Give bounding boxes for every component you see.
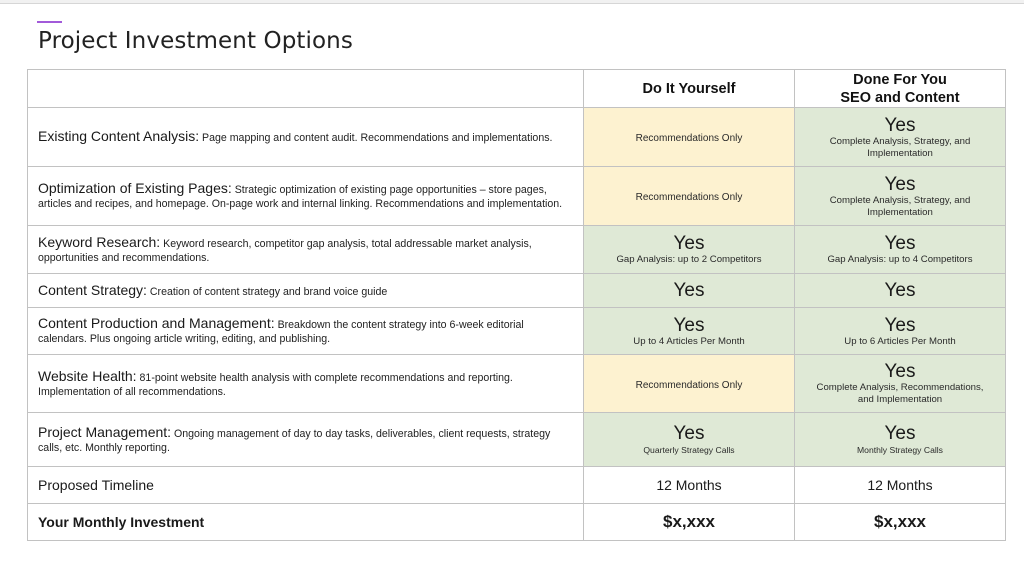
- feature-cell: [28, 413, 584, 467]
- diy-cell: [584, 308, 795, 355]
- diy-cell: [584, 355, 795, 413]
- feature-cell: [28, 167, 584, 226]
- dfy-yes: Yes: [884, 361, 916, 382]
- dfy-yes: Yes: [884, 114, 916, 136]
- page-title: Project Investment Options: [38, 28, 353, 54]
- top-window-strip: [0, 0, 1024, 4]
- dfy-timeline: 12 Months: [795, 467, 1006, 504]
- diy-yes: Yes: [673, 233, 705, 254]
- diy-detail: Up to 4 Articles Per Month: [633, 335, 745, 347]
- dfy-detail: Up to 6 Articles Per Month: [844, 335, 956, 347]
- header-dfy-line2: SEO and Content: [840, 89, 960, 106]
- feature-desc: Strategic optimization of existing page opportunities – store pages, articles and recipes, and homepage. On-page work and internal linking. Recommendations and implementation.: [38, 184, 563, 210]
- diy-cell: [584, 274, 795, 308]
- diy-cell: [584, 413, 795, 467]
- feature-cell: [28, 274, 584, 308]
- feature-name: Content Production and Management:: [38, 315, 275, 331]
- feature-name: Optimization of Existing Pages:: [38, 180, 232, 196]
- dfy-detail: Gap Analysis: up to 4 Competitors: [827, 254, 973, 265]
- diy-yes: Yes: [673, 423, 705, 444]
- title-accent-bar: [37, 21, 62, 23]
- diy-cell: [584, 226, 795, 274]
- table-header-row: [28, 70, 1006, 108]
- diy-yes: Yes: [673, 280, 705, 301]
- feature-desc: Breakdown the content strategy into 6-week editorial calendars. Plus ongoing article writing, editing, and publishing.: [38, 319, 524, 345]
- feature-cell: [28, 108, 584, 167]
- feature-name: Keyword Research:: [38, 233, 161, 250]
- feature-desc: Page mapping and content audit. Recommendations and implementations.: [202, 132, 553, 144]
- dfy-cell: [795, 274, 1006, 308]
- dfy-yes: Yes: [884, 173, 916, 195]
- diy-detail: Quarterly Strategy Calls: [643, 445, 735, 455]
- header-diy-label: Do It Yourself: [642, 80, 736, 97]
- diy-price: $x,xxx: [584, 504, 795, 541]
- dfy-detail: Complete Analysis, Strategy, and Implementation: [829, 135, 971, 159]
- dfy-yes: Yes: [884, 423, 916, 444]
- table-row: [28, 226, 1006, 274]
- header-empty-cell: [28, 70, 584, 108]
- table-row: [28, 355, 1006, 413]
- investment-row: [28, 504, 1006, 541]
- diy-detail: Recommendations Only: [635, 192, 743, 203]
- investment-label: Your Monthly Investment: [28, 504, 584, 541]
- dfy-detail: Complete Analysis, Strategy, and Implementation: [829, 194, 971, 218]
- header-dfy-line1: Done For You: [853, 71, 947, 88]
- feature-cell: [28, 308, 584, 355]
- dfy-cell: [795, 226, 1006, 274]
- table-row: [28, 274, 1006, 308]
- timeline-row: [28, 467, 1006, 504]
- diy-yes: Yes: [673, 314, 705, 336]
- feature-name: Project Management:: [38, 423, 172, 440]
- table-row: [28, 108, 1006, 167]
- dfy-cell: [795, 108, 1006, 167]
- dfy-yes: Yes: [884, 233, 916, 254]
- dfy-detail: Complete Analysis, Recommendations, and Implementation: [816, 382, 984, 405]
- feature-name: Content Strategy:: [38, 281, 147, 298]
- dfy-price: $x,xxx: [795, 504, 1006, 541]
- diy-timeline: 12 Months: [584, 467, 795, 504]
- feature-cell: [28, 226, 584, 274]
- timeline-label: Proposed Timeline: [28, 467, 584, 504]
- dfy-yes: Yes: [884, 280, 916, 301]
- dfy-cell: [795, 167, 1006, 226]
- investment-options-table: [27, 69, 1006, 541]
- dfy-detail: Monthly Strategy Calls: [857, 445, 943, 455]
- feature-desc: Keyword research, competitor gap analysis, total addressable market analysis, opportunities and recommendations.: [38, 237, 532, 264]
- table-row: [28, 167, 1006, 226]
- feature-desc: Creation of content strategy and brand voice guide: [149, 285, 388, 298]
- feature-desc: 81-point website health analysis with complete recommendations and reporting. Implementation of all recommendations.: [38, 371, 513, 398]
- dfy-cell: [795, 413, 1006, 467]
- dfy-cell: [795, 355, 1006, 413]
- diy-detail: Recommendations Only: [635, 133, 743, 144]
- feature-name: Website Health:: [38, 367, 137, 384]
- feature-desc: Ongoing management of day to day tasks, deliverables, client requests, strategy calls, etc. Monthly reporting.: [38, 427, 551, 454]
- diy-cell: [584, 108, 795, 167]
- feature-cell: [28, 355, 584, 413]
- header-diy: [584, 70, 795, 108]
- diy-detail: Recommendations Only: [635, 379, 743, 391]
- table-row: [28, 308, 1006, 355]
- feature-name: Existing Content Analysis:: [38, 128, 200, 144]
- table-row: [28, 413, 1006, 467]
- dfy-yes: Yes: [884, 314, 916, 336]
- dfy-cell: [795, 308, 1006, 355]
- header-dfy: [795, 70, 1006, 108]
- diy-cell: [584, 167, 795, 226]
- diy-detail: Gap Analysis: up to 2 Competitors: [616, 254, 762, 265]
